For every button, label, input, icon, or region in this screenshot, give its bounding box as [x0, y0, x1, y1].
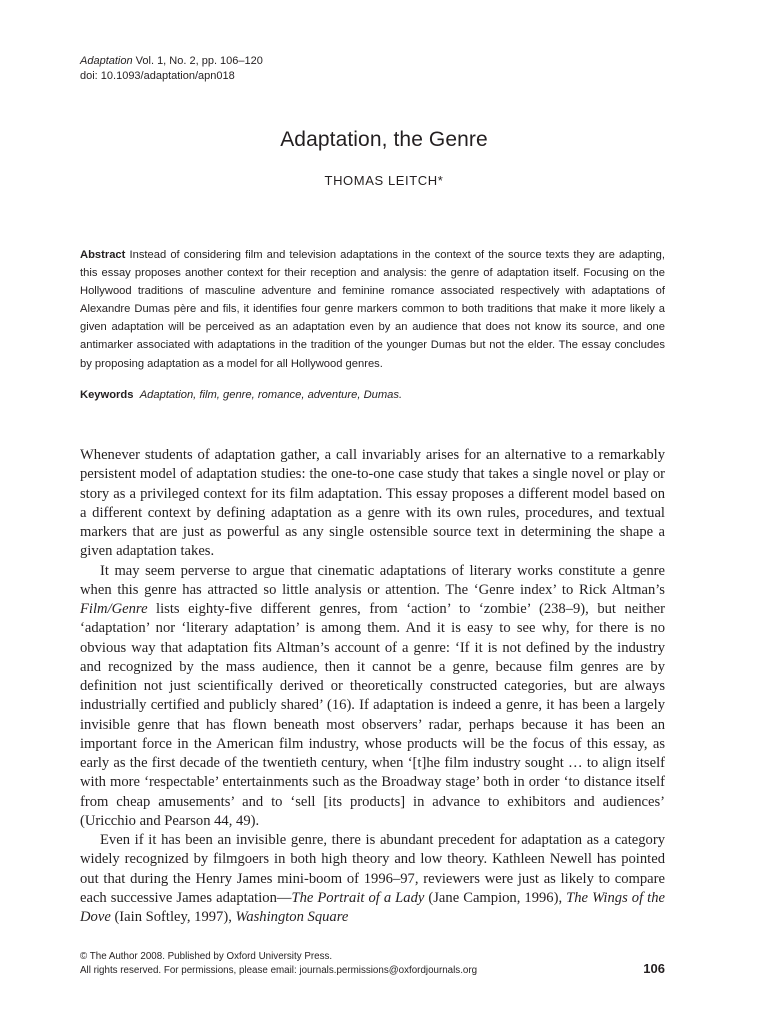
film-title-1: The Portrait of a Lady — [291, 889, 425, 906]
keywords — [80, 389, 665, 401]
article-title: Adaptation, the Genre — [280, 128, 488, 151]
paragraph-3-text-a: Even if it has been an invisible genre, there is abundant precedent for adaptation as a category widely recognized by filmgoers in both high theory and low theory. Kathleen Newell has pointed out that during the Henry James mini-boom of 1996–97, reviewers were just as likely to compare each successive James adaptation— — [80, 832, 665, 906]
page-number: 106 — [643, 961, 665, 976]
volume-info: Vol. 1, No. 2, pp. 106–120 — [132, 55, 263, 67]
journal-name: Adaptation — [80, 55, 133, 67]
paragraph-2 — [80, 562, 665, 832]
paragraph-3 — [80, 831, 665, 927]
paragraph-2-text-a: It may seem perverse to argue that cinematic adaptations of literary works constitute a genre when this genre has attracted so little analysis or attention. The ‘Genre index’ to Rick Altman’s — [80, 562, 665, 598]
journal-header — [80, 54, 263, 84]
book-title: Film/Genre — [80, 601, 148, 617]
film-title-2: The Wings of the Dove — [80, 889, 665, 925]
article-body — [80, 446, 665, 927]
permissions-line: All rights reserved. For permissions, please email: journals.permissions@oxfordjournals.org — [80, 965, 478, 976]
paragraph-3-text-b: (Jane Campion, 1996), — [424, 889, 567, 906]
author-name: THOMAS LEITCH* — [324, 173, 444, 188]
paragraph-1: Whenever students of adaptation gather, a call invariably arises for an alternative to a remarkably persistent model of adaptation studies: the one-to-one case study that takes a single novel or play or story as a privileged context for its film adaptation. This essay proposes a different model based on a different context by defining adaptation as a genre with its own rules, procedures, and textual markers that are just as powerful as any single ostensible source text in determining the shape a given adaptation takes. — [80, 447, 665, 560]
citation-line — [80, 54, 263, 69]
abstract-text: Instead of considering film and television adaptations in the context of the source texts they are adapting, this essay proposes another context for their reception and analysis: the genre of adaptation itself. Focusing on the Hollywood traditions of masculine adventure and feminine romance associated respectively with adaptations of Alexandre Dumas père and fils, it identifies four genre markers common to both traditions that make it more likely a given adaptation will be perceived as an adaptation even by an audience that does not know its source, and one antimarker associated with adaptations in the tradition of the younger Dumas but not the elder. The essay concludes by proposing adaptation as a model for all Hollywood genres. — [80, 249, 665, 370]
keywords-text: Adaptation, film, genre, romance, adventure, Dumas. — [139, 389, 403, 401]
keywords-label: Keywords — [80, 389, 134, 401]
copyright-line: © The Author 2008. Published by Oxford University Press. — [80, 951, 333, 962]
page-footer — [80, 950, 665, 978]
abstract-label: Abstract — [80, 249, 126, 261]
paragraph-2-text-b: lists eighty-five different genres, from ‘action’ to ‘zombie’ (238–9), but neither ‘adaptation’ nor ‘literary adaptation’ is among them. And it is easy to see why, for there is no obvious way that adaptation fits Altman’s account of a genre: ‘If it is not defined by the industry and recognized by the mass audience, then it cannot be a genre, because film genres are by definition not just scientifically derived or theoretically constructed categories, but are always industrially certified and publicly shared’ (16). If adaptation is indeed a genre, it has been a largely invisible genre that has flown beneath most observers’ radar, perhaps because it has been an important force in the American film industry, whose products will be the focus of this essay, as early as the first decade of the twentieth century, when ‘[t]he film industry sought … to align itself with more ‘respectable’ entertainments such as the Broadway stage’ both in order ‘to distance itself from cheap amusements’ and to ‘sell [its products] in advance to exhibitors and audiences’ (Uricchio and Pearson 44, 49). — [80, 601, 665, 829]
film-title-3: Washington Square — [235, 909, 349, 925]
abstract — [80, 246, 665, 373]
doi: doi: 10.1093/adaptation/apn018 — [80, 70, 235, 82]
paragraph-3-text-c: (Iain Softley, 1997), — [110, 909, 236, 925]
